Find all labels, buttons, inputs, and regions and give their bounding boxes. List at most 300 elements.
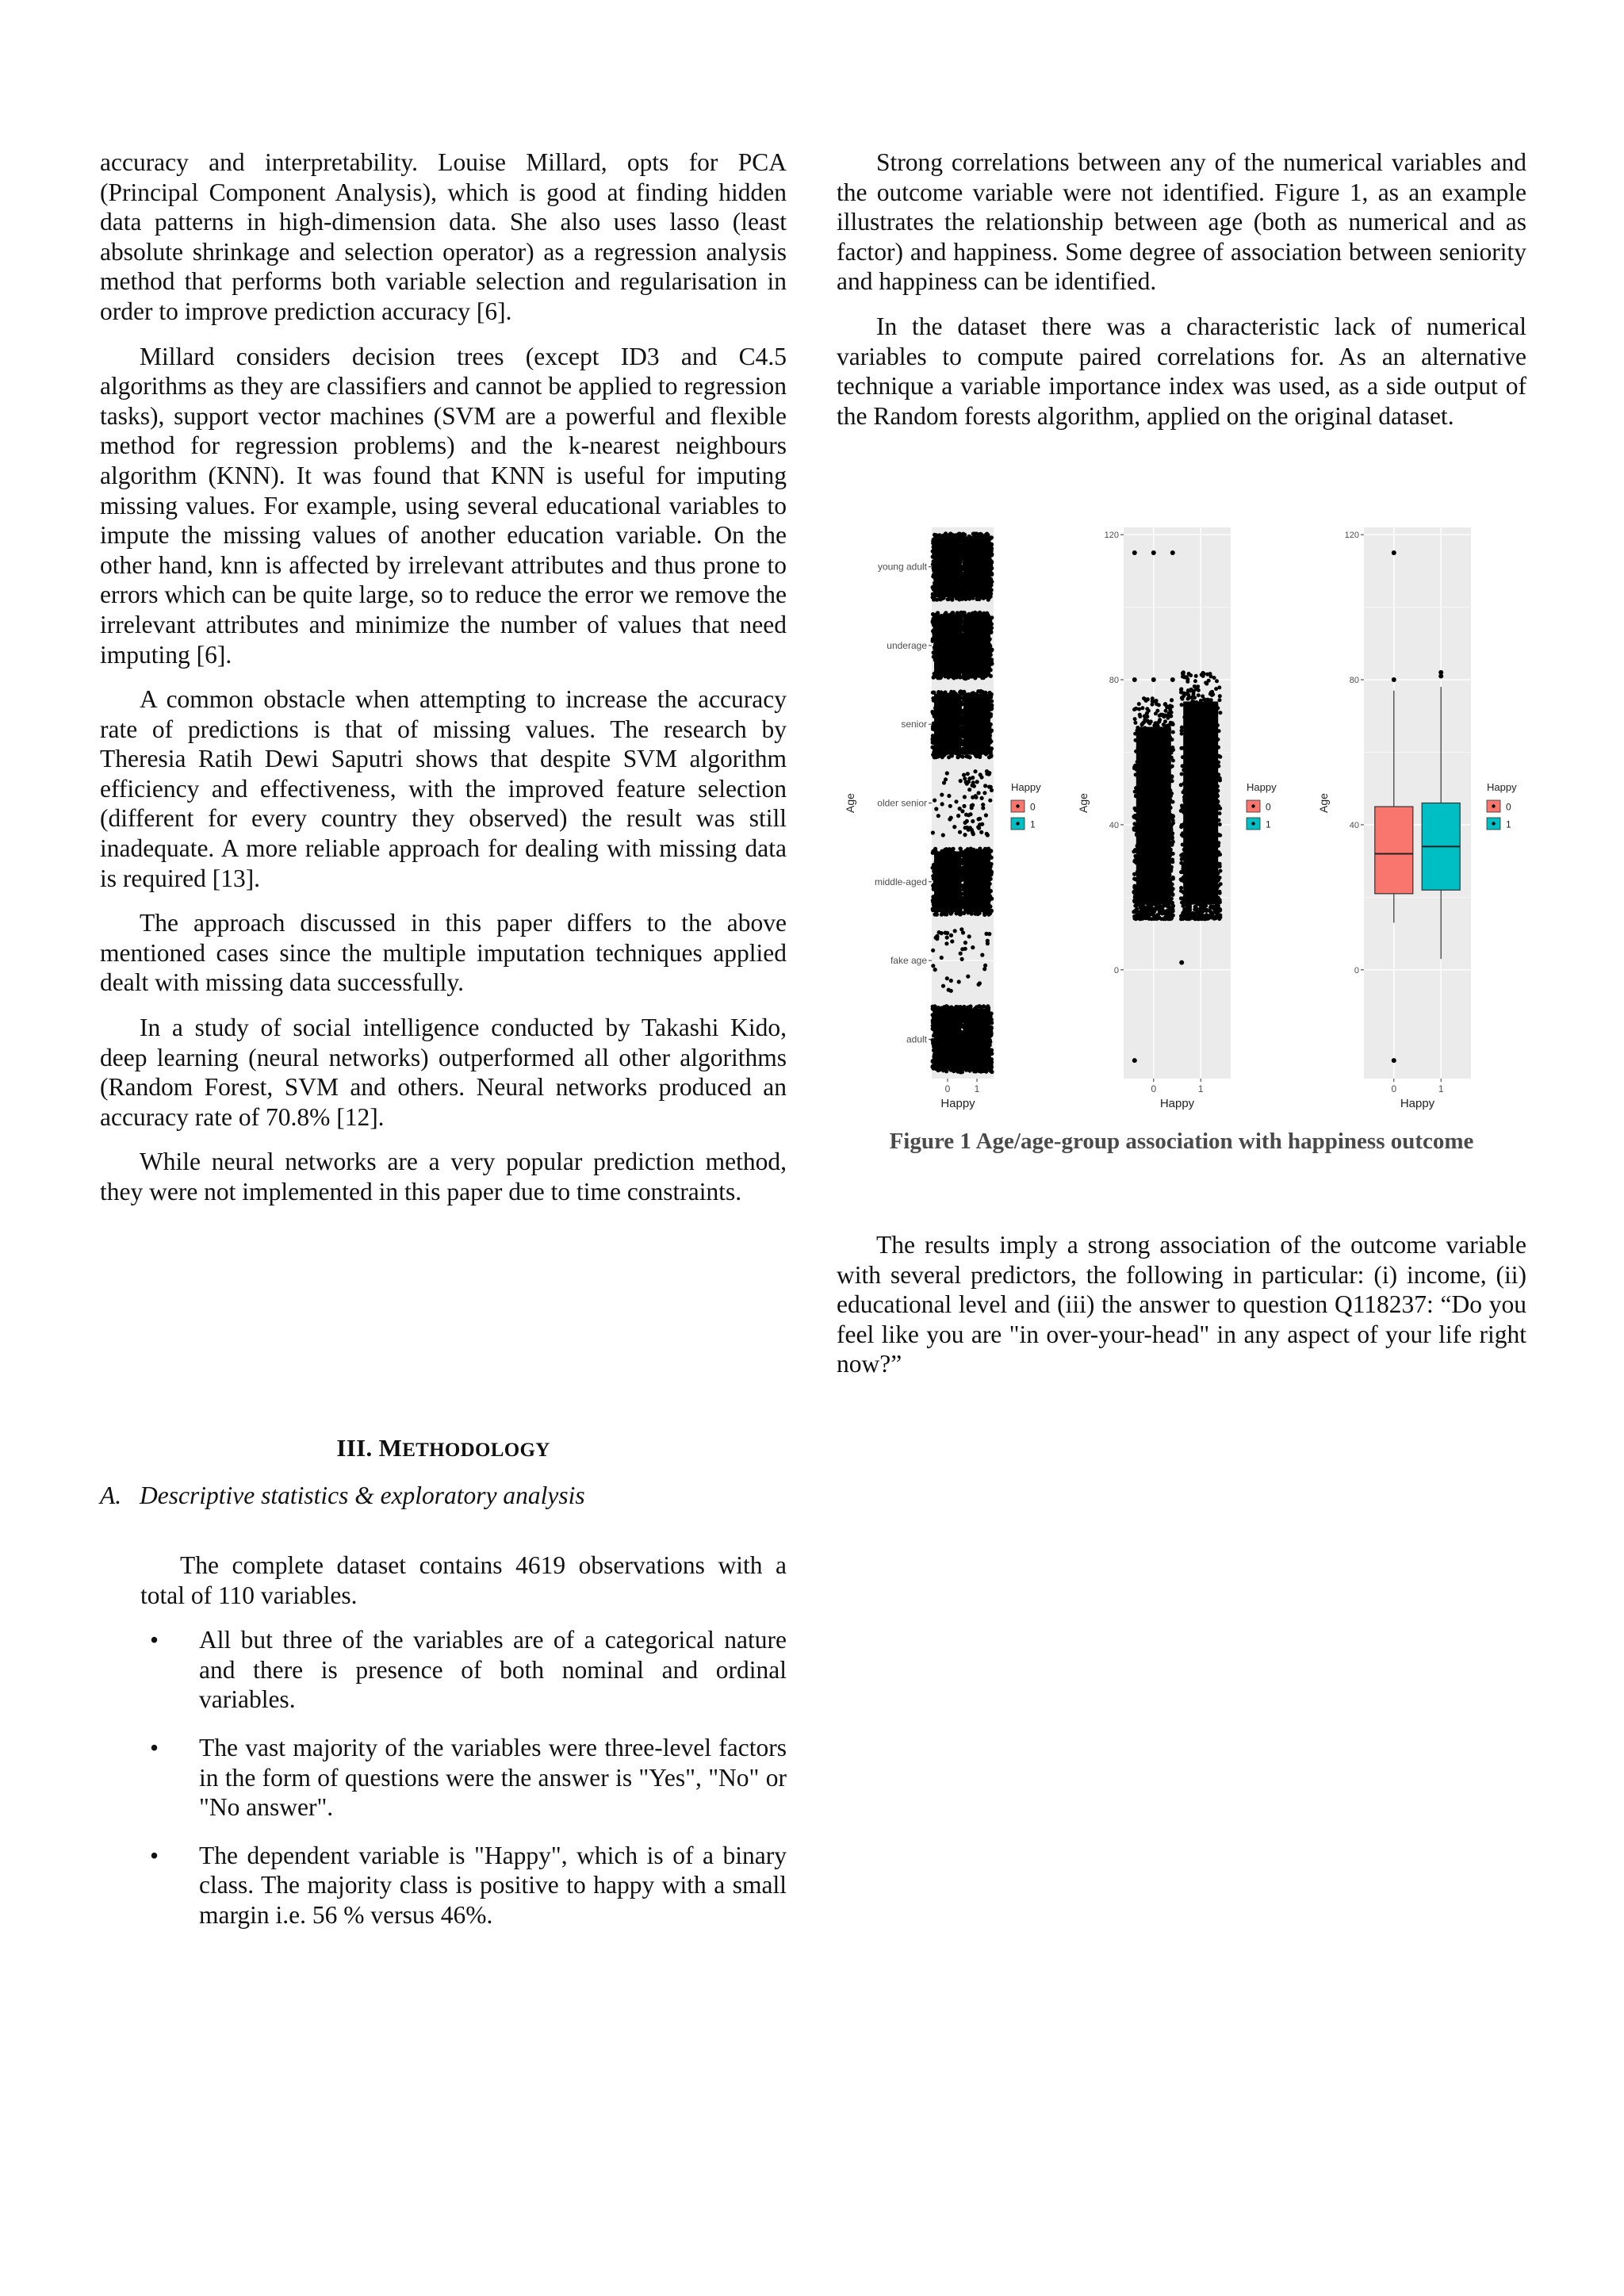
- panel-1-point: [984, 659, 988, 663]
- panel-1-point: [968, 1010, 972, 1014]
- panel-1-point: [934, 872, 938, 876]
- panel-1-point: [943, 629, 947, 633]
- panel-1-point: [982, 724, 986, 728]
- panel-1-point: [948, 551, 952, 555]
- panel-1-point: [984, 813, 988, 817]
- panel-1-point: [980, 728, 984, 732]
- panel-1-point: [952, 645, 956, 649]
- panel-2-point: [1158, 809, 1162, 813]
- panel-1-point: [982, 665, 986, 669]
- panel-2-point: [1137, 702, 1141, 706]
- panel-1-point: [956, 854, 959, 858]
- panel-1-point: [989, 628, 993, 632]
- panel-2-point: [1171, 730, 1175, 734]
- panel-1-point: [937, 751, 941, 755]
- panel-1-point: [940, 734, 944, 738]
- panel-1-y-tick-label: underage: [887, 639, 927, 651]
- panel-1-point: [948, 817, 952, 821]
- panel-1-point: [969, 1044, 973, 1048]
- panel-1-point: [979, 775, 983, 779]
- panel-1-point: [990, 553, 994, 557]
- panel-1-point: [967, 872, 971, 876]
- panel-1-point: [967, 864, 971, 868]
- panel-1-point: [936, 666, 940, 670]
- panel-1-point: [947, 621, 951, 625]
- panel-1-point: [939, 730, 943, 734]
- panel-1-point: [931, 908, 935, 912]
- panel-1-point: [941, 665, 945, 669]
- panel-2-point: [1144, 894, 1148, 898]
- panel-2-point: [1170, 843, 1174, 847]
- panel-1-point: [986, 705, 990, 709]
- panel-1-point: [981, 1065, 985, 1069]
- panel-1-point: [936, 690, 940, 694]
- panel-1-point: [985, 662, 989, 666]
- panel-1-x-tick-label: 0: [944, 1083, 951, 1094]
- panel-1-point: [944, 730, 948, 734]
- panel-1-point: [982, 676, 986, 680]
- panel-1-point: [975, 619, 979, 623]
- panel-1-point: [975, 649, 979, 653]
- panel-1-point: [980, 558, 984, 562]
- panel-1-point: [982, 537, 986, 541]
- panel-2-point: [1161, 793, 1165, 797]
- panel-1-point: [990, 707, 994, 711]
- panel-1-point: [944, 941, 948, 945]
- panel-1-point: [956, 891, 960, 895]
- panel-2-point: [1133, 854, 1137, 858]
- panel-1-point: [962, 804, 966, 808]
- panel-2-point: [1169, 826, 1173, 830]
- panel-1-point: [962, 896, 966, 900]
- panel-1-point: [938, 1007, 942, 1011]
- panel-1-point: [986, 1068, 990, 1071]
- panel-1-point: [966, 1050, 970, 1054]
- panel-1-point: [960, 666, 964, 670]
- panel-2-point: [1146, 697, 1150, 701]
- panel-1-point: [933, 672, 936, 676]
- panel-1-point: [939, 705, 943, 709]
- panel-1-point: [989, 751, 993, 755]
- panel-1-point: [951, 541, 955, 545]
- panel-1-point: [943, 899, 947, 903]
- panel-1-point: [977, 581, 981, 585]
- panel-1-point: [936, 725, 940, 729]
- panel-1-point: [978, 891, 982, 895]
- panel-1-point: [933, 878, 937, 882]
- panel-1-point: [976, 737, 980, 741]
- panel-1-point: [946, 617, 950, 621]
- panel-1-point: [979, 1042, 983, 1046]
- panel-2-point: [1165, 798, 1169, 802]
- panel-1-point: [975, 1059, 979, 1063]
- panel-1-point: [964, 542, 968, 546]
- panel-1-point: [988, 1058, 992, 1062]
- panel-1-point: [986, 899, 990, 903]
- panel-1-point: [975, 573, 979, 577]
- panel-2-point: [1144, 863, 1148, 867]
- panel-1-point: [970, 803, 974, 807]
- panel-2-point: [1169, 794, 1173, 798]
- panel-1-y-axis-label: Age: [844, 793, 856, 813]
- panel-1-point: [944, 611, 948, 615]
- panel-1-point: [963, 1063, 967, 1067]
- panel-1-point: [953, 620, 957, 624]
- panel-1-point: [990, 648, 994, 652]
- panel-1-point: [940, 956, 944, 960]
- panel-2-point: [1133, 717, 1137, 721]
- panel-1-point: [966, 975, 970, 979]
- panel-1-point: [989, 668, 993, 672]
- panel-1-point: [961, 930, 965, 934]
- panel-2-point: [1171, 759, 1175, 763]
- panel-1-point: [971, 868, 975, 872]
- panel-1-point: [973, 769, 977, 773]
- panel-1-point: [962, 903, 966, 907]
- panel-1-point: [987, 726, 991, 730]
- panel-1-point: [931, 1007, 935, 1011]
- panel-1-point: [935, 913, 939, 917]
- panel-1-point: [952, 1068, 956, 1072]
- panel-1-point: [960, 874, 964, 878]
- panel-1-point: [963, 821, 967, 825]
- bullet-item: [140, 1841, 787, 1930]
- panel-1-point: [990, 546, 994, 550]
- panel-1-point: [933, 1054, 936, 1058]
- panel-2-point: [1139, 862, 1143, 866]
- panel-1-point: [989, 570, 993, 574]
- panel-1-point: [973, 1045, 977, 1048]
- panel-1-point: [947, 1013, 951, 1017]
- panel-1-point: [971, 723, 975, 726]
- descriptive-block: [140, 1550, 787, 1949]
- panel-1-point: [944, 777, 948, 781]
- panel-1-point: [981, 869, 985, 873]
- panel-2-point: [1139, 897, 1143, 901]
- panel-1-point: [984, 932, 988, 936]
- bullet-glyph: •: [150, 1626, 159, 1654]
- panel-1-point: [971, 848, 975, 852]
- panel-1-point: [933, 715, 936, 719]
- panel-2-point: [1144, 795, 1148, 799]
- panel-1-point: [989, 695, 993, 699]
- panel-1-point: [945, 976, 949, 980]
- panel-2-point: [1159, 726, 1163, 730]
- panel-1-point: [944, 1066, 948, 1070]
- panel-1-point: [963, 697, 967, 701]
- panel-1-point: [936, 697, 940, 701]
- panel-2-point: [1158, 794, 1162, 798]
- figure-1-plots: [837, 521, 1622, 1112]
- bullet-item: [140, 1625, 787, 1715]
- panel-1-point: [961, 865, 965, 869]
- panel-1-point: [944, 592, 948, 596]
- panel-1-point: [967, 612, 971, 616]
- panel-2-point: [1162, 754, 1166, 758]
- panel-1-point: [988, 691, 992, 695]
- panel-1-point: [964, 1032, 968, 1036]
- panel-1-point: [958, 830, 962, 834]
- legend-title-1: Happy: [1011, 781, 1041, 793]
- panel-1-point: [950, 1037, 954, 1041]
- panel-1-point: [990, 1048, 994, 1052]
- panel-1-point: [946, 1044, 950, 1048]
- panel-1-point: [979, 711, 982, 715]
- bullet-text: All but three of the variables are of a categorical nature and there is presence of both nominal and ordinal variables.: [199, 1626, 787, 1714]
- panel-1-point: [974, 890, 978, 894]
- panel-1-point: [967, 700, 971, 703]
- panel-1-point: [988, 1064, 992, 1068]
- panel-2-point: [1165, 802, 1169, 806]
- panel-1-point: [960, 675, 964, 679]
- panel-1-point: [964, 628, 968, 632]
- panel-1-point: [967, 569, 971, 573]
- panel-2-point: [1168, 873, 1172, 877]
- panel-1-point: [940, 931, 944, 935]
- panel-1-point: [944, 912, 948, 916]
- panel-1-point: [957, 638, 961, 642]
- panel-1-point: [975, 640, 979, 644]
- panel-1-point: [957, 1058, 961, 1062]
- panel-1-point: [952, 585, 956, 589]
- panel-1-point: [970, 634, 974, 638]
- panel-1-point: [963, 740, 967, 744]
- panel-1-point: [986, 1052, 990, 1056]
- panel-1-point: [934, 561, 938, 565]
- panel-1-point: [984, 1009, 988, 1013]
- panel-1-point: [934, 637, 938, 641]
- panel-1-point: [950, 1022, 954, 1025]
- panel-1-point: [965, 1055, 969, 1059]
- panel-1-point: [967, 908, 971, 912]
- panel-1-point: [982, 650, 986, 654]
- panel-2-point: [1133, 721, 1137, 725]
- panel-1-point: [987, 755, 991, 759]
- panel-1-point: [968, 812, 972, 816]
- panel-1-point: [936, 555, 940, 559]
- panel-1-point: [947, 749, 951, 753]
- panel-1-point: [944, 544, 948, 548]
- panel-1-point: [974, 1022, 978, 1025]
- panel-2-point: [1154, 730, 1158, 734]
- panel-1-point: [975, 780, 979, 784]
- legend-key-dot-1-0: [1016, 804, 1019, 807]
- panel-1-point: [935, 740, 939, 744]
- panel-1-point: [933, 896, 937, 900]
- panel-1-point: [939, 884, 943, 887]
- panel-1-point: [952, 692, 956, 696]
- panel-1-point: [935, 578, 939, 582]
- panel-1-point: [971, 708, 975, 712]
- panel-1-point: [933, 567, 937, 571]
- panel-1-point: [962, 572, 966, 576]
- panel-1-point: [971, 611, 975, 615]
- panel-1-point: [978, 1021, 982, 1025]
- panel-1-point: [960, 1016, 964, 1020]
- panel-1-point: [964, 663, 968, 667]
- panel-1-point: [984, 1047, 988, 1051]
- panel-1-point: [944, 554, 948, 558]
- panel-2-point: [1141, 821, 1145, 825]
- panel-1-point: [979, 1027, 982, 1031]
- panel-1-point: [954, 704, 958, 708]
- panel-1-point: [973, 554, 977, 558]
- panel-2-point: [1147, 834, 1151, 838]
- panel-1-point: [979, 590, 983, 594]
- panel-1-point: [956, 745, 959, 749]
- panel-1-point: [966, 673, 970, 677]
- panel-1-point: [960, 567, 964, 571]
- panel-2-point: [1171, 723, 1175, 726]
- panel-2-point: [1167, 819, 1171, 823]
- panel-1-point: [956, 1028, 959, 1032]
- panel-1-point: [933, 1010, 937, 1014]
- panel-1-point: [968, 1060, 972, 1064]
- panel-1-point: [957, 597, 961, 601]
- panel-1-point: [935, 640, 939, 644]
- panel-1-point: [969, 554, 973, 558]
- panel-1-point: [944, 1028, 948, 1032]
- panel-1-point: [948, 1006, 952, 1010]
- panel-1-point: [945, 726, 949, 730]
- panel-2-point: [1132, 765, 1136, 769]
- panel-1-point: [951, 634, 955, 638]
- panel-1-point: [946, 704, 950, 708]
- panel-1-point: [977, 826, 981, 830]
- panel-2-point: [1158, 714, 1162, 718]
- panel-1-point: [950, 939, 954, 943]
- panel-1-point: [990, 700, 994, 703]
- panel-1-point: [939, 1037, 943, 1041]
- panel-1-point: [960, 702, 964, 706]
- panel-1-point: [977, 704, 981, 708]
- panel-1-point: [960, 755, 964, 759]
- panel-1-point: [979, 621, 983, 625]
- panel-1-point: [960, 947, 964, 951]
- panel-1-point: [965, 719, 969, 723]
- panel-1-point: [975, 1051, 979, 1055]
- panel-1-point: [975, 711, 979, 715]
- panel-1-point: [984, 752, 988, 756]
- panel-1-point: [952, 851, 956, 855]
- panel-1-point: [948, 734, 952, 738]
- panel-1-point: [940, 793, 944, 797]
- panel-1-point: [982, 734, 986, 738]
- panel-1-point: [975, 753, 979, 757]
- panel-1-point: [960, 690, 964, 694]
- panel-1-y-tick-label: adult: [906, 1033, 927, 1045]
- panel-1-point: [950, 746, 954, 750]
- panel-2-point: [1144, 788, 1148, 792]
- panel-1-point: [937, 656, 941, 660]
- panel-1-point: [967, 899, 971, 903]
- panel-1-point: [958, 912, 962, 916]
- panel-2-point: [1137, 746, 1141, 750]
- panel-1-point: [964, 650, 968, 654]
- panel-1-point: [969, 749, 973, 753]
- panel-1-point: [960, 1045, 964, 1049]
- panel-1-point: [947, 665, 951, 669]
- panel-1-point: [945, 771, 949, 775]
- panel-1-point: [973, 626, 977, 630]
- panel-2-point: [1133, 790, 1137, 794]
- panel-1-point: [986, 850, 990, 854]
- panel-1-point: [952, 613, 956, 617]
- panel-1-y-tick-label: fake age: [890, 955, 927, 967]
- panel-1-point: [963, 884, 967, 888]
- panel-1-point: [944, 700, 948, 704]
- panel-1-point: [990, 615, 994, 619]
- panel-2-point: [1162, 715, 1166, 719]
- panel-2-y-tick-label: 40: [1109, 820, 1119, 830]
- panel-1-point: [941, 833, 945, 837]
- panel-1-point: [975, 548, 979, 552]
- panel-1-point: [933, 1045, 936, 1048]
- panel-1-point: [953, 929, 957, 933]
- panel-1-point: [967, 707, 971, 711]
- panel-1-point: [952, 718, 956, 722]
- panel-1-point: [963, 833, 967, 837]
- panel-1-point: [936, 814, 940, 818]
- panel-2-point: [1155, 848, 1159, 852]
- panel-1-point: [965, 727, 969, 731]
- right-paragraph-2: In the dataset there was a characteristic lack of numerical variables to compute paired correlations for. As an alternative technique a variable importance index was used, as a side output of the Random forests algorithm, applied on the original dataset.: [837, 312, 1526, 430]
- panel-1-point: [939, 877, 943, 881]
- panel-1-point: [987, 576, 991, 580]
- legend-label-1-0: 0: [1030, 801, 1036, 813]
- panel-1-point: [958, 807, 962, 811]
- bullet-text: The vast majority of the variables were three-level factors in the form of questions were the answer is "Yes", "No" or "No answer".: [199, 1733, 787, 1822]
- panel-2-point: [1166, 766, 1170, 770]
- panel-1-point: [971, 784, 975, 788]
- panel-1-point: [938, 716, 942, 720]
- panel-1-point: [979, 1015, 983, 1019]
- panel-1-point: [981, 803, 985, 807]
- panel-2-point: [1159, 834, 1162, 838]
- panel-1-point: [970, 657, 974, 661]
- panel-1-point: [975, 631, 979, 634]
- panel-1-point: [942, 850, 946, 854]
- panel-1-point: [934, 1065, 938, 1069]
- panel-1-point: [949, 933, 953, 937]
- panel-2-x-axis-label: Happy: [1159, 1097, 1195, 1110]
- panel-1-point: [947, 868, 951, 872]
- panel-1-point: [989, 877, 993, 881]
- panel-1-point: [963, 611, 967, 615]
- panel-1-point: [960, 1056, 964, 1060]
- panel-1-point: [975, 644, 979, 648]
- panel-2-point: [1165, 746, 1169, 749]
- panel-1-point: [931, 949, 935, 953]
- panel-1-point: [941, 871, 945, 875]
- panel-1-point: [962, 584, 966, 588]
- panel-1-point: [956, 879, 959, 883]
- panel-1-point: [968, 1032, 972, 1036]
- panel-1-point: [933, 1028, 936, 1032]
- panel-1-point: [952, 661, 956, 665]
- panel-1-point: [974, 794, 978, 798]
- panel-1-point: [948, 717, 952, 721]
- descriptive-intro: The complete dataset contains 4619 observations with a total of 110 variables.: [140, 1551, 787, 1609]
- panel-1-point: [953, 673, 957, 677]
- panel-1-point: [946, 693, 950, 697]
- panel-1-point: [952, 624, 956, 628]
- panel-1-point: [980, 552, 984, 556]
- panel-1-point: [983, 691, 987, 695]
- panel-1-x-axis-label: Happy: [940, 1097, 975, 1110]
- panel-2-point: [1154, 765, 1158, 769]
- panel-1-point: [960, 850, 964, 854]
